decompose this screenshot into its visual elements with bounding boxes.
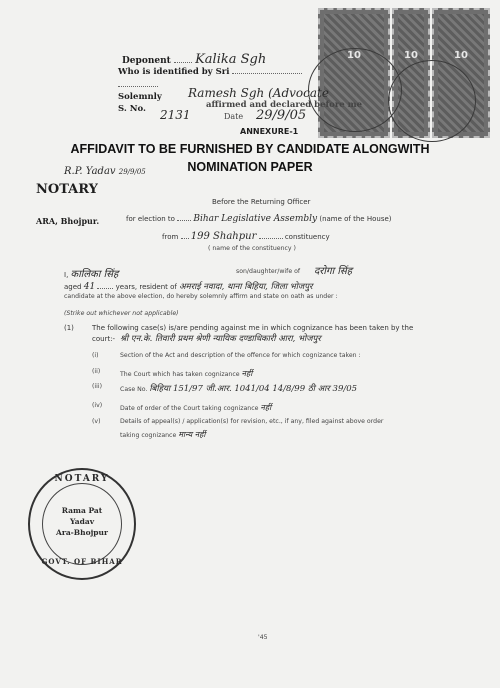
election-prefix: for election to [126, 215, 175, 223]
annexure-label: ANNEXURE-1 [240, 127, 299, 136]
sno-value: 2131 [160, 108, 191, 122]
sub-ii-number: (ii) [92, 368, 101, 375]
seal-name-1: Rama Pat [61, 506, 103, 515]
declaration-text: candidate at the above election, do hereby solemnly affirm and state on oath as under : [64, 293, 338, 300]
candidate-name: कालिका सिंह [70, 269, 119, 280]
sub-i-label: Section of the Act and description of the offence for which cognizance taken : [120, 352, 361, 359]
deponent-label: Deponent [122, 56, 171, 66]
seal-place: Ara-Bhojpur [56, 528, 108, 537]
identified-label: Who is identified by Sri [118, 67, 230, 77]
sno-label: S. No. [118, 104, 147, 114]
resident-label: years, resident of [115, 283, 177, 291]
sub-iv-number: (iv) [92, 402, 103, 409]
item-1-text-2: court:- [92, 335, 116, 343]
strike-note: (Strike out whichever not applicable) [64, 310, 179, 317]
sub-v-number: (v) [92, 418, 101, 425]
constituency-name: 199 Shahpur [190, 231, 257, 242]
seal-top-text: NOTARY [54, 474, 110, 484]
seal-name-2: Yadav [69, 517, 95, 526]
sub-ii-label: The Court which has taken cognizance [120, 371, 240, 378]
sub-iv-value: नहीं [260, 403, 272, 412]
father-name: दरोगा सिंह [314, 266, 353, 277]
sub-i-number: (i) [92, 352, 99, 359]
date-value: 29/9/05 [256, 108, 307, 123]
date-label: Date [224, 112, 244, 121]
sub-iii-value: बिहिया 151/97 जी.आर. 1041/04 14/8/99 ठी आर 39/05 [149, 384, 358, 394]
house-name: Bihar Legislative Assembly [193, 214, 318, 224]
page-mark: '45 [258, 634, 268, 641]
advocate-name: Ramesh Sgh (Advocate [188, 86, 329, 100]
from-label: from [162, 233, 179, 241]
house-suffix: (name of the House) [319, 215, 392, 223]
i-label: I, [64, 271, 69, 279]
sub-iii-number: (iii) [92, 383, 102, 390]
before-returning-officer: Before the Returning Officer [212, 198, 311, 206]
title-line-1: AFFIDAVIT TO BE FURNISHED BY CANDIDATE ALONGWITH [70, 142, 430, 156]
stamp-value: 10 [454, 50, 468, 61]
constituency-suffix: constituency [284, 233, 330, 241]
notary-label: NOTARY [36, 182, 98, 197]
cancellation-mark [388, 60, 476, 142]
stamp-value: 10 [347, 50, 361, 61]
sub-ii-value: नहीं [241, 369, 253, 378]
deponent-name: Kalika Sgh [195, 52, 267, 67]
aged-label: aged [64, 283, 82, 291]
notary-place: ARA, Bhojpur. [36, 216, 100, 226]
constituency-note: ( name of the constituency ) [208, 245, 296, 252]
address-value: अमराई नवादा, थाना बिहिया, जिला भोजपुर [179, 282, 313, 292]
item-1-number: (1) [64, 324, 74, 332]
sub-v-value: मान्य नहीं [178, 430, 206, 439]
title-line-2: NOMINATION PAPER [187, 160, 313, 174]
sub-iv-label: Date of order of the Court taking cognizance [120, 405, 259, 412]
age-value: 41 [83, 282, 96, 292]
stamp-value: 10 [404, 50, 418, 61]
solemnly-label: Solemnly [118, 92, 162, 102]
sub-iii-label: Case No. [120, 386, 148, 393]
seal-bottom-text: GOVT. OF BIHAR [41, 557, 123, 566]
sub-v-label: Details of appeal(s) / application(s) for revision, etc., if any, filed against above order [120, 418, 384, 425]
item-1-text: The following case(s) is/are pending against me in which cognizance has been taken by the [92, 324, 414, 332]
notary-signature: R.P. Yadav 29/9/05 [64, 166, 146, 177]
relation-label: son/daughter/wife of [236, 268, 301, 275]
court-name: श्री एन.के. तिवारी प्रथम श्रेणी न्यायिक दण्डाधिकारी आरा, भोजपुर [120, 334, 321, 344]
affirmed-text: affirmed and declared before me [206, 100, 363, 110]
sub-v-label-2: taking cognizance [120, 432, 177, 439]
